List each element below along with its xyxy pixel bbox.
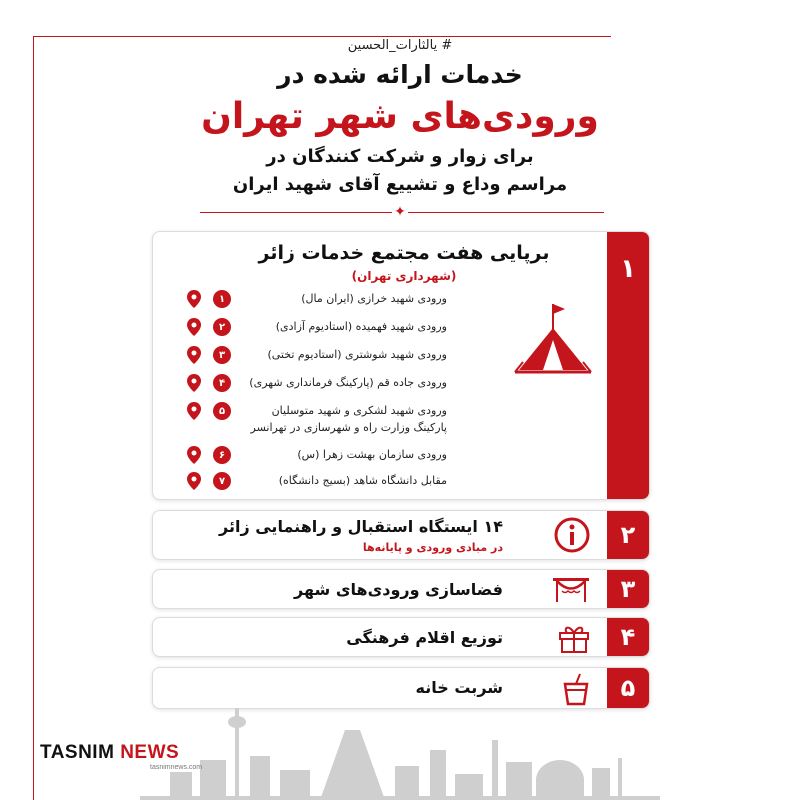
entry-text: ورودی شهید فهمیده (استادیوم آزادی): [275, 320, 447, 333]
info-icon: [553, 516, 591, 554]
section-1-title: برپایی هفت مجتمع خدمات زائر: [258, 242, 550, 264]
entry-item-3: [187, 346, 447, 366]
logo-text-1: TASNIM: [40, 742, 115, 763]
location-pin-icon: [187, 346, 201, 364]
entry-text-line-2: پارکینگ وزارت راه و شهرسازی در تهرانسر: [250, 421, 447, 434]
section-2-card: [152, 510, 650, 560]
section-5-number: ۵: [607, 668, 649, 708]
section-2-subtitle: در مبادی ورودی و پایانه‌ها: [362, 541, 503, 554]
subtitle-line-1: برای زوار و شرکت کنندگان در: [266, 146, 534, 167]
section-3-title: فضاسازی ورودی‌های شهر: [294, 580, 503, 599]
entry-number-badge: ۲: [213, 318, 231, 336]
location-pin-icon: [187, 318, 201, 336]
divider-ornament-icon: ✦: [392, 204, 408, 220]
location-pin-icon: [187, 472, 201, 490]
location-pin-icon: [187, 290, 201, 308]
entry-item-7: [187, 472, 447, 492]
section-3-card: [152, 569, 650, 609]
entry-text: ورودی شهید خرازی (ایران مال): [301, 292, 447, 305]
section-2-title: ۱۴ ایستگاه استقبال و راهنمایی زائر: [219, 517, 503, 536]
section-4-title: توزیع اقلام فرهنگی: [346, 628, 503, 647]
section-3-number: ۳: [607, 570, 649, 608]
entry-text: ورودی جاده قم (پارکینگ فرمانداری شهری): [249, 376, 447, 389]
entry-text: ورودی سازمان بهشت زهرا (س): [297, 448, 447, 461]
entry-text: ورودی شهید لشکری و شهید متوسلیان: [271, 404, 447, 417]
hashtag: # یالثارات_الحسین: [347, 38, 453, 53]
location-pin-icon: [187, 374, 201, 392]
entry-number-badge: ۱: [213, 290, 231, 308]
subtitle-line-2: مراسم وداع و تشییع آقای شهید ایران: [232, 174, 568, 195]
location-pin-icon: [187, 402, 201, 420]
title-line-2: ورودی‌های شهر تهران: [201, 96, 599, 137]
entry-number-badge: ۶: [213, 446, 231, 464]
section-2-number: ۲: [607, 511, 649, 559]
section-1-number: ۱: [607, 232, 649, 499]
entry-item-6: [187, 446, 447, 466]
gift-icon: [557, 622, 591, 654]
location-pin-icon: [187, 446, 201, 464]
section-1-subtitle: (شهرداری تهران): [351, 269, 457, 283]
tehran-skyline-illustration: [140, 700, 660, 800]
logo-text-2: NEWS: [120, 742, 180, 763]
section-1-card: [152, 231, 650, 500]
entry-number-badge: ۵: [213, 402, 231, 420]
frame-line-top: [33, 36, 611, 37]
entry-item-2: [187, 318, 447, 338]
logo-url: tasnimnews.com: [150, 764, 203, 771]
entry-item-1: [187, 290, 447, 310]
entry-text: مقابل دانشگاه شاهد (بسیج دانشگاه): [278, 474, 447, 487]
tasnim-news-logo: [40, 742, 179, 764]
banner-icon: [551, 576, 591, 604]
entry-number-badge: ۳: [213, 346, 231, 364]
entry-item-4: [187, 374, 447, 394]
entry-number-badge: ۴: [213, 374, 231, 392]
title-line-1: خدمات ارائه شده در: [277, 60, 523, 89]
section-4-card: [152, 617, 650, 657]
entry-number-badge: ۷: [213, 472, 231, 490]
section-4-number: ۴: [607, 618, 649, 656]
tent-icon: [513, 300, 593, 390]
entry-text: ورودی شهید شوشتری (استادیوم تختی): [267, 348, 447, 361]
section-5-title: شربت خانه: [415, 678, 503, 697]
entry-item-5: [187, 402, 447, 440]
